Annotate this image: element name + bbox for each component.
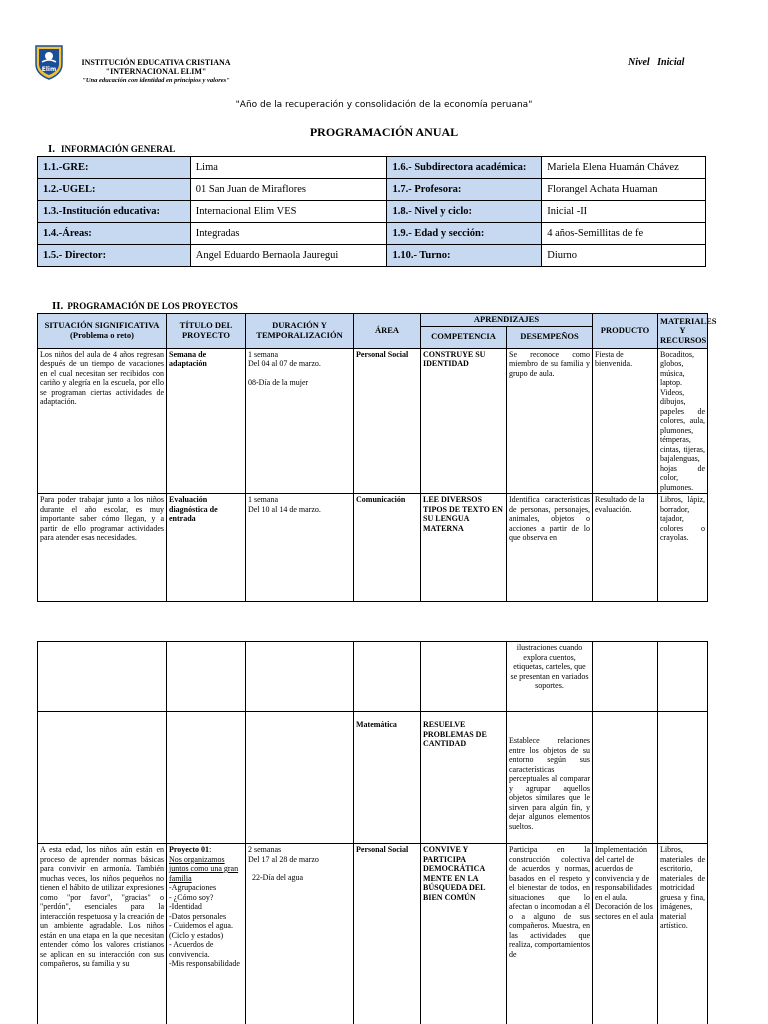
cell-competencia: CONVIVE Y PARTICIPA DEMOCRÁTICA MENTE EN LA BÚSQUEDA DEL BIEN COMÚN [421, 844, 507, 1024]
project-item: - ¿Cómo soy? [169, 892, 214, 902]
info-value: Mariela Elena Huamán Chávez [542, 157, 706, 179]
info-value: Inicial -II [542, 201, 706, 223]
header-situacion: SITUACIÓN SIGNIFICATIVA (Problema o reto) [38, 314, 167, 349]
institution-name-2: "INTERNACIONAL ELIM" [105, 67, 207, 76]
general-info-table [37, 156, 706, 267]
table-row [38, 844, 708, 1024]
header-materiales: MATERIALES Y RECURSOS [658, 314, 708, 349]
section-1-number: I. [48, 143, 56, 155]
duracion-line: 22-Día del agua [252, 873, 304, 882]
project-item: - Acuerdos de convivencia. [169, 940, 214, 959]
cell-desempeno: Identifica características de personas, personajes, animales, objetos o acciones a partir de lo que observa en [507, 494, 593, 602]
cell-duracion [246, 642, 354, 712]
project-item: - Cuidemos el agua. (Ciclo y estados) [169, 921, 233, 940]
project-item: -Mis responsabilidade [169, 959, 240, 968]
header-titulo: TÍTULO DEL PROYECTO [167, 314, 246, 349]
table-row [38, 712, 708, 844]
cell-producto [593, 712, 658, 844]
cell-materiales [658, 642, 708, 712]
project-label: Proyecto 01: [169, 845, 212, 854]
section-1-heading [48, 143, 175, 155]
cell-area: Matemática [354, 712, 421, 844]
cell-situacion [38, 712, 167, 844]
info-value: Angel Eduardo Bernaola Jauregui [190, 245, 387, 267]
duracion-line: 2 semanas [248, 845, 282, 854]
cell-competencia: LEE DIVERSOS TIPOS DE TEXTO EN SU LENGUA MATERNA [421, 494, 507, 602]
school-logo-icon [34, 44, 64, 80]
duracion-line: 08-Día de la mujer [248, 377, 309, 387]
document-title: PROGRAMACIÓN ANUAL [309, 125, 459, 139]
section-2-heading [52, 300, 238, 312]
year-title: "Año de la recuperación y consolidación de la economía peruana" [235, 100, 533, 110]
cell-desempeno: Establece relaciones entre los objetos de su entorno según sus características perceptuales al comparar y agrupar aquellos objetos similares que le sirven para algún fin, y dejar algunos elementos sueltos. [507, 712, 593, 844]
info-row [38, 201, 706, 223]
cell-competencia: RESUELVE PROBLEMAS DE CANTIDAD [421, 712, 507, 844]
cell-titulo [167, 844, 246, 1024]
cell-competencia [421, 642, 507, 712]
nivel-label: Nivel Inicial [628, 57, 685, 68]
section-2-number: II. [52, 300, 64, 312]
cell-materiales: Libros, lápiz, borrador, tajador, colores o crayolas. [658, 494, 708, 602]
info-label: 1.10.- Turno: [387, 245, 542, 267]
projects-table-continued [37, 641, 708, 1024]
cell-desempeno: Participa en la construcción colectiva de acuerdos y normas, basados en el respeto y el bienestar de todos, en situaciones que lo afectan o incomodan a él o a alguno de sus compañeros. Muestra, en las actividades que realiza, comportamientos de [507, 844, 593, 1024]
cell-situacion: Los niños del aula de 4 años regresan después de un tiempo de vacaciones en el cual necesitan ser recibidos con cariño y alegría en la escuela, por ello se programan ciertas actividades de adaptación. [38, 348, 167, 494]
info-value: Diurno [542, 245, 706, 267]
cell-situacion [38, 642, 167, 712]
cell-duracion [246, 844, 354, 1024]
project-title: Nos organizamos juntos como una gran familia [169, 854, 239, 883]
cell-producto: Resultado de la evaluación. [593, 494, 658, 602]
info-label: 1.5.- Director: [38, 245, 191, 267]
header-producto: PRODUCTO [593, 314, 658, 349]
logo-text: Elim [41, 66, 57, 73]
header-duracion: DURACIÓN Y TEMPORALIZACIÓN [246, 314, 354, 349]
table-row [38, 348, 708, 494]
table-row [38, 494, 708, 602]
header-competencia: COMPETENCIA [421, 326, 507, 348]
info-value: Florangel Achata Huaman [542, 179, 706, 201]
cell-materiales [658, 712, 708, 844]
info-value: Internacional Elim VES [190, 201, 387, 223]
cell-duracion [246, 348, 354, 494]
info-label: 1.2.-UGEL: [38, 179, 191, 201]
duracion-line: Del 04 al 07 de marzo. [248, 359, 321, 368]
cell-area: Comunicación [354, 494, 421, 602]
cell-desempeno: ilustraciones cuando explora cuentos, etiquetas, carteles, que se presentan en variados soportes. [507, 642, 593, 712]
cell-materiales: Libros, materiales de escritorio, materiales de motricidad gruesa y fina, imágenes, material artístico. [658, 844, 708, 1024]
cell-materiales: Bocaditos, globos, música, laptop. Videos, dibujos, papeles de colores, aula, plumones, témperas, cintas, tijeras, bajalenguas, hojas de color, plumones. [658, 348, 708, 494]
institution-name: INSTITUCIÓN EDUCATIVA CRISTIANA [81, 58, 231, 67]
cell-producto: Implementación del cartel de acuerdos de convivencia y de responsabilidades en el aula. Decoración de los sectores en el aula [593, 844, 658, 1024]
info-row [38, 245, 706, 267]
info-value: 01 San Juan de Miraflores [190, 179, 387, 201]
project-item: -Datos personales [169, 911, 227, 921]
header-desempenos: DESEMPEÑOS [507, 326, 593, 348]
info-row [38, 223, 706, 245]
institution-motto: "Una educación con identidad en principios y valores" [82, 77, 230, 84]
duracion-line: Del 17 al 28 de marzo [248, 854, 319, 864]
info-label: 1.7.- Profesora: [387, 179, 542, 201]
info-label: 1.1.-GRE: [38, 157, 191, 179]
cell-producto: Fiesta de bienvenida. [593, 348, 658, 494]
info-value: Lima [190, 157, 387, 179]
duracion-line: Del 10 al 14 de marzo. [248, 504, 321, 514]
info-row [38, 179, 706, 201]
cell-area [354, 642, 421, 712]
cell-titulo [167, 712, 246, 844]
info-row [38, 157, 706, 179]
cell-situacion: Para poder trabajar junto a los niños durante el año escolar, es muy importante saber cómo llegan, y a partir de ello programar actividades para atender esas necesidades. [38, 494, 167, 602]
table-header-row [38, 314, 708, 327]
cell-duracion [246, 494, 354, 602]
project-item: -Agrupaciones [169, 883, 217, 892]
cell-area: Personal Social [354, 844, 421, 1024]
cell-titulo [167, 642, 246, 712]
cell-competencia: CONSTRUYE SU IDENTIDAD [421, 348, 507, 494]
duracion-line: 1 semana [248, 495, 278, 504]
info-label: 1.6.- Subdirectora académica: [387, 157, 542, 179]
cell-titulo: Semana de adaptación [167, 348, 246, 494]
header-aprendizajes: APRENDIZAJES [421, 314, 593, 327]
cell-duracion [246, 712, 354, 844]
info-label: 1.9.- Edad y sección: [387, 223, 542, 245]
cell-titulo: Evaluación diagnóstica de entrada [167, 494, 246, 602]
info-label: 1.8.- Nivel y ciclo: [387, 201, 542, 223]
section-1-title: INFORMACIÓN GENERAL [61, 144, 176, 154]
info-value: Integradas [190, 223, 387, 245]
projects-table [37, 313, 717, 602]
cell-situacion: A esta edad, los niños aún están en proceso de aprender normas básicas para convivir en armonía. También muchas veces, los niños pequeños no tienen el hábito de utilizar expresiones como "por favor", "gracias" o "perdón", esenciales para la interacción respetuosa y la creación de un ambiente agradable. Los niños están en una etapa en la que necesitan entender cómo los valores cristianos se aplican en su interacción con sus compañeros, su familia y su [38, 844, 167, 1024]
project-item: -Identidad [169, 902, 202, 911]
duracion-line: 1 semana [248, 349, 278, 359]
cell-producto [593, 642, 658, 712]
institution-block [66, 58, 246, 85]
cell-area: Personal Social [354, 348, 421, 494]
section-2-title: PROGRAMACIÓN DE LOS PROYECTOS [67, 301, 238, 311]
info-label: 1.4.-Áreas: [38, 223, 191, 245]
table-row [38, 642, 708, 712]
header-area: ÁREA [354, 314, 421, 349]
info-value: 4 años-Semillitas de fe [542, 223, 706, 245]
info-label: 1.3.-Institución educativa: [38, 201, 191, 223]
cell-desempeno: Se reconoce como miembro de su familia y grupo de aula. [507, 348, 593, 494]
